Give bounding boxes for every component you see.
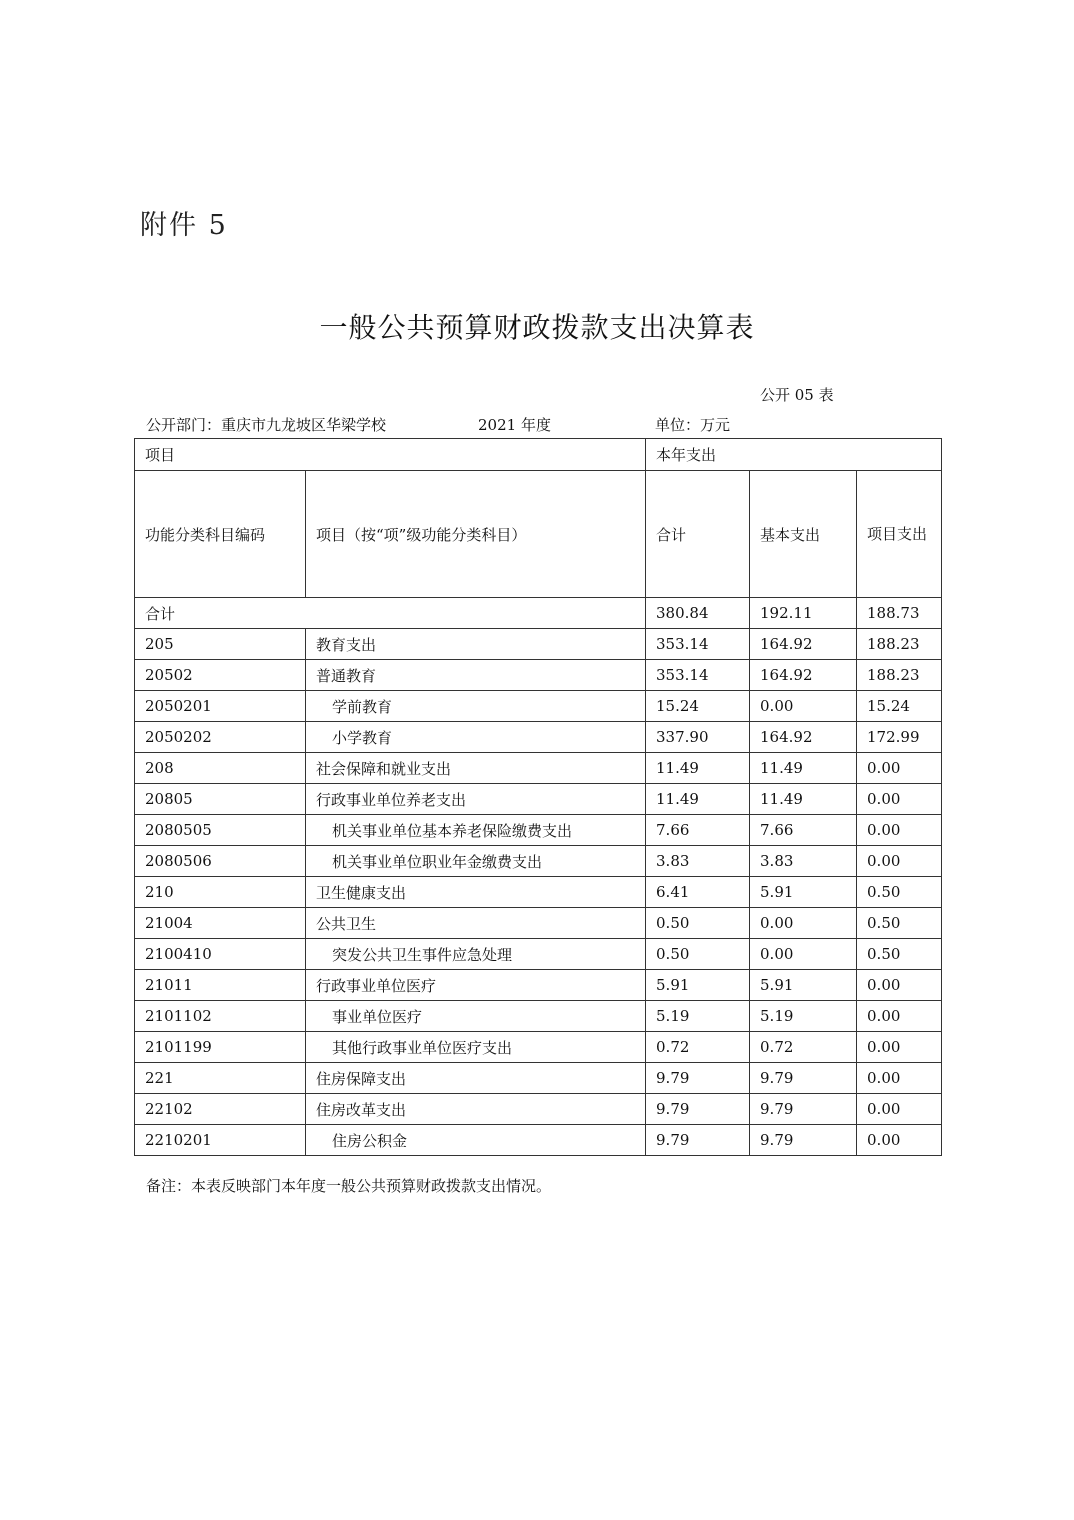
header-name: 项目（按“项”级功能分类科目） xyxy=(306,471,646,598)
row-code: 2050202 xyxy=(135,722,306,753)
row-project: 0.00 xyxy=(857,753,942,784)
row-total: 9.79 xyxy=(646,1063,750,1094)
row-basic: 9.79 xyxy=(750,1063,857,1094)
row-basic: 9.79 xyxy=(750,1094,857,1125)
row-basic: 11.49 xyxy=(750,784,857,815)
row-basic: 11.49 xyxy=(750,753,857,784)
row-code: 2100410 xyxy=(135,939,306,970)
row-code: 2050201 xyxy=(135,691,306,722)
row-code: 21004 xyxy=(135,908,306,939)
row-total: 15.24 xyxy=(646,691,750,722)
row-total: 9.79 xyxy=(646,1125,750,1156)
row-basic: 5.91 xyxy=(750,970,857,1001)
header-current-year: 本年支出 xyxy=(646,439,942,471)
row-total: 11.49 xyxy=(646,753,750,784)
table-row xyxy=(135,1125,942,1156)
header-code: 功能分类科目编码 xyxy=(135,471,306,598)
total-row-basic: 192.11 xyxy=(750,598,857,629)
total-row-label: 合计 xyxy=(135,598,646,629)
row-name: 机关事业单位职业年金缴费支出 xyxy=(306,846,646,877)
header-project-expenditure: 项目支出 xyxy=(857,471,942,598)
row-basic: 164.92 xyxy=(750,629,857,660)
row-project: 0.00 xyxy=(857,1094,942,1125)
row-name: 突发公共卫生事件应急处理 xyxy=(306,939,646,970)
row-name: 事业单位医疗 xyxy=(306,1001,646,1032)
row-code: 20805 xyxy=(135,784,306,815)
row-code: 221 xyxy=(135,1063,306,1094)
row-basic: 5.91 xyxy=(750,877,857,908)
total-row-project: 188.73 xyxy=(857,598,942,629)
row-basic: 3.83 xyxy=(750,846,857,877)
row-total: 3.83 xyxy=(646,846,750,877)
row-project: 0.00 xyxy=(857,815,942,846)
row-total: 9.79 xyxy=(646,1094,750,1125)
row-code: 2101102 xyxy=(135,1001,306,1032)
row-total: 353.14 xyxy=(646,660,750,691)
table-row xyxy=(135,970,942,1001)
row-name: 住房公积金 xyxy=(306,1125,646,1156)
row-code: 2101199 xyxy=(135,1032,306,1063)
row-total: 0.72 xyxy=(646,1032,750,1063)
row-basic: 5.19 xyxy=(750,1001,857,1032)
table-row xyxy=(135,939,942,970)
department-label: 公开部门：重庆市九龙坡区华梁学校 xyxy=(146,416,387,434)
row-project: 0.00 xyxy=(857,1063,942,1094)
row-code: 22102 xyxy=(135,1094,306,1125)
row-name: 住房保障支出 xyxy=(306,1063,646,1094)
header-basic: 基本支出 xyxy=(750,471,857,598)
row-basic: 0.00 xyxy=(750,939,857,970)
row-basic: 9.79 xyxy=(750,1125,857,1156)
table-row xyxy=(135,1063,942,1094)
row-name: 行政事业单位养老支出 xyxy=(306,784,646,815)
row-total: 11.49 xyxy=(646,784,750,815)
row-name: 住房改革支出 xyxy=(306,1094,646,1125)
table-row xyxy=(135,877,942,908)
row-project: 0.50 xyxy=(857,877,942,908)
expenditure-table xyxy=(134,438,942,1156)
row-code: 2210201 xyxy=(135,1125,306,1156)
row-total: 353.14 xyxy=(646,629,750,660)
table-row xyxy=(135,753,942,784)
row-name: 公共卫生 xyxy=(306,908,646,939)
table-row xyxy=(135,1032,942,1063)
table-row xyxy=(135,846,942,877)
row-name: 机关事业单位基本养老保险缴费支出 xyxy=(306,815,646,846)
table-row xyxy=(135,908,942,939)
row-code: 21011 xyxy=(135,970,306,1001)
row-project: 0.00 xyxy=(857,1001,942,1032)
form-number: 公开 05 表 xyxy=(760,386,834,404)
row-project: 0.00 xyxy=(857,784,942,815)
row-basic: 164.92 xyxy=(750,722,857,753)
row-total: 7.66 xyxy=(646,815,750,846)
row-project: 0.00 xyxy=(857,846,942,877)
row-total: 0.50 xyxy=(646,908,750,939)
row-code: 2080505 xyxy=(135,815,306,846)
row-project: 188.23 xyxy=(857,629,942,660)
header-total: 合计 xyxy=(646,471,750,598)
header-row-1 xyxy=(135,439,942,471)
row-project: 0.00 xyxy=(857,1125,942,1156)
row-name: 行政事业单位医疗 xyxy=(306,970,646,1001)
header-row-2 xyxy=(135,471,942,598)
header-project: 项目 xyxy=(135,439,646,471)
total-row-total: 380.84 xyxy=(646,598,750,629)
total-row xyxy=(135,598,942,629)
row-name: 学前教育 xyxy=(306,691,646,722)
table-row xyxy=(135,1094,942,1125)
table-row xyxy=(135,722,942,753)
row-total: 337.90 xyxy=(646,722,750,753)
row-code: 210 xyxy=(135,877,306,908)
table-body xyxy=(135,439,942,1156)
table-row xyxy=(135,629,942,660)
row-total: 0.50 xyxy=(646,939,750,970)
fiscal-year-label: 2021 年度 xyxy=(478,416,551,434)
row-name: 其他行政事业单位医疗支出 xyxy=(306,1032,646,1063)
row-basic: 0.00 xyxy=(750,908,857,939)
row-basic: 7.66 xyxy=(750,815,857,846)
table-row xyxy=(135,691,942,722)
row-basic: 164.92 xyxy=(750,660,857,691)
row-name: 教育支出 xyxy=(306,629,646,660)
table-row xyxy=(135,784,942,815)
row-project: 0.50 xyxy=(857,908,942,939)
row-name: 普通教育 xyxy=(306,660,646,691)
table-row xyxy=(135,660,942,691)
row-name: 社会保障和就业支出 xyxy=(306,753,646,784)
row-project: 0.50 xyxy=(857,939,942,970)
row-project: 15.24 xyxy=(857,691,942,722)
row-project: 172.99 xyxy=(857,722,942,753)
row-project: 0.00 xyxy=(857,1032,942,1063)
footnote: 备注：本表反映部门本年度一般公共预算财政拨款支出情况。 xyxy=(146,1177,552,1195)
row-code: 205 xyxy=(135,629,306,660)
table-row xyxy=(135,1001,942,1032)
row-basic: 0.00 xyxy=(750,691,857,722)
unit-label: 单位：万元 xyxy=(655,416,731,434)
row-name: 小学教育 xyxy=(306,722,646,753)
row-project: 188.23 xyxy=(857,660,942,691)
row-basic: 0.72 xyxy=(750,1032,857,1063)
row-total: 5.91 xyxy=(646,970,750,1001)
row-total: 6.41 xyxy=(646,877,750,908)
row-total: 5.19 xyxy=(646,1001,750,1032)
row-code: 20502 xyxy=(135,660,306,691)
document-title: 一般公共预算财政拨款支出决算表 xyxy=(319,311,755,344)
table-row xyxy=(135,815,942,846)
attachment-label: 附件 5 xyxy=(140,210,228,241)
row-code: 2080506 xyxy=(135,846,306,877)
row-project: 0.00 xyxy=(857,970,942,1001)
row-name: 卫生健康支出 xyxy=(306,877,646,908)
row-code: 208 xyxy=(135,753,306,784)
